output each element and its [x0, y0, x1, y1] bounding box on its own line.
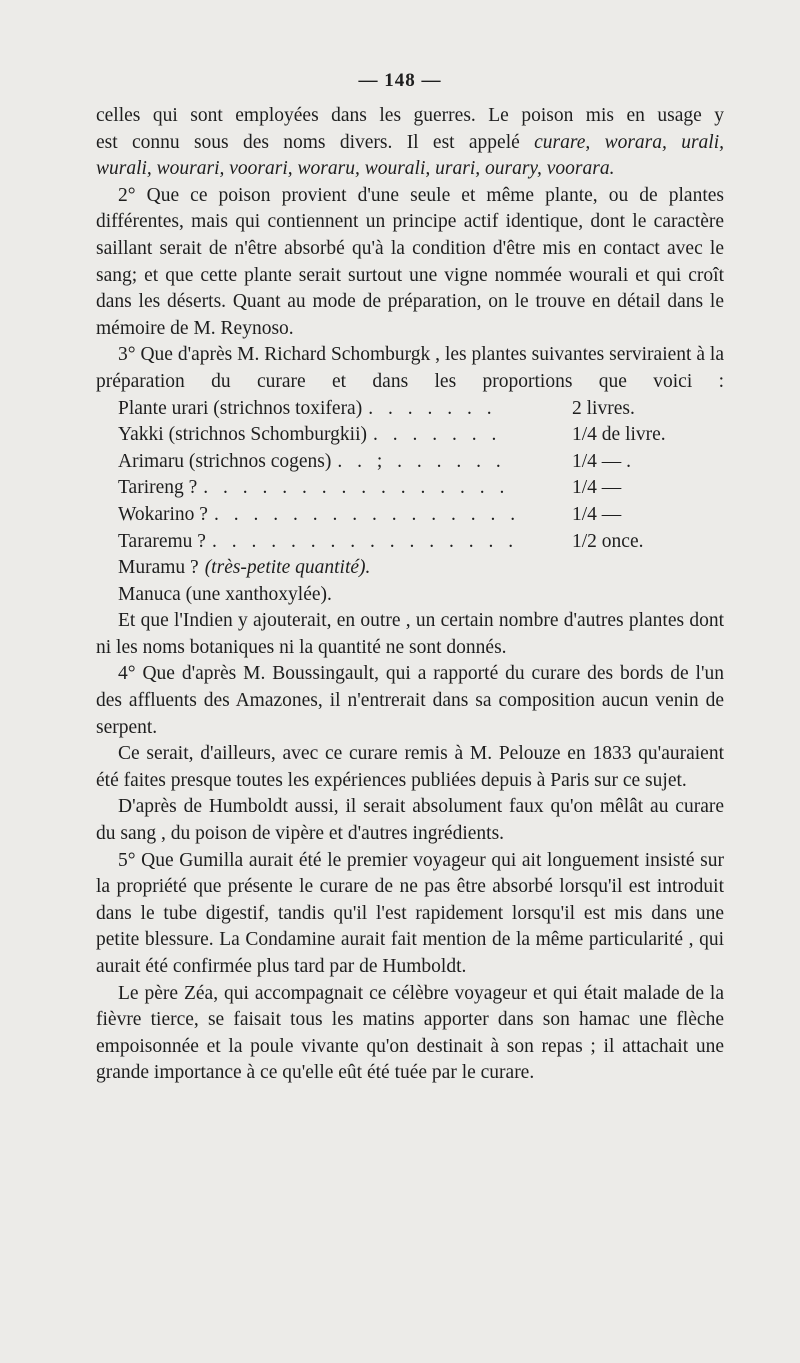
recipe-row — [118, 582, 724, 609]
paragraph-7: D'après de Humboldt aussi, il serait absolument faux qu'on mêlât au curare du sang , du poison de vipère et d'autres ingrédients. — [96, 796, 724, 845]
recipe-row — [118, 475, 724, 502]
paragraph-5: 4° Que d'après M. Boussingault, qui a rapporté du curare des bords de l'un des affluents des Amazones, il n'entrerait dans sa composition aucun venin de serpent. — [96, 663, 724, 738]
recipe-leader: . . ; . . . . . . — [337, 450, 506, 472]
recipe-leader: . . . . . . . . . . . . . . . . — [213, 503, 521, 525]
recipe-ingredient: Manuca (une xanthoxylée). — [118, 583, 332, 605]
paragraph-6: Ce serait, d'ailleurs, avec ce curare remis à M. Pelouze en 1833 qu'auraient été faites presque toutes les expériences publiées depuis à Paris sur ce sujet. — [96, 743, 724, 791]
paragraph-3: 3° Que d'après M. Richard Schomburgk , les plantes suivantes serviraient à la préparation du curare et dans les proportions que voici : — [96, 344, 724, 392]
recipe-list — [96, 396, 724, 609]
recipe-ingredient: Muramu ? — [118, 557, 199, 579]
recipe-leader: . . . . . . . — [368, 397, 497, 419]
paragraph-9: Le père Zéa, qui accompagnait ce célèbre voyageur et qui était malade de la fièvre tierce, se faisait tous les matins apporter dans son hamac une flèche empoisonnée et la poule vivante qu'on destinait à son repas ; il attachait une grande importance à ce qu'elle eût été tuée par le curare. — [96, 982, 724, 1084]
recipe-note: (très-petite quantité). — [204, 557, 371, 579]
intro-text: est connu sous des noms divers. Il est appelé — [96, 131, 535, 153]
recipe-leader: . . . . . . . . . . . . . . . . — [203, 477, 510, 499]
paragraph-intro-line-2 — [96, 130, 724, 157]
recipe-leader: . . . . . . . — [373, 424, 502, 446]
recipe-quantity: 2 livres. — [572, 397, 635, 419]
recipe-ingredient: Arimaru (strichnos cogens) — [118, 450, 332, 472]
recipe-ingredient: Tarireng ? — [118, 477, 198, 499]
recipe-ingredient: Tararemu ? — [118, 530, 206, 552]
recipe-quantity: 1/4 — — [572, 477, 622, 499]
recipe-leader: . . . . . . . . . . . . . . . . — [211, 530, 519, 552]
recipe-quantity: 1/2 once. — [572, 530, 644, 552]
recipe-quantity: 1/4 — . — [572, 450, 632, 472]
paragraph-4: Et que l'Indien y ajouterait, en outre , un certain nombre d'autres plantes dont ni les noms botaniques ni la quantité ne sont donnés. — [96, 610, 724, 658]
recipe-ingredient: Plante urari (strichnos toxifera) — [118, 397, 363, 419]
poison-names-1: curare, worara, urali, — [534, 131, 724, 153]
recipe-row — [118, 529, 724, 556]
paragraph-2: 2° Que ce poison provient d'une seule et même plante, ou de plantes différentes, mais qui contiennent un principe actif identique, dont le caractère saillant serait de n'être absorbé qu'à la condition d'être mis en contact avec le sang; et que cette plante serait surtout une vigne nommée wourali et qui croît dans les déserts. Quant au mode de préparation, on le trouve en détail dans le mémoire de M. Reynoso. — [96, 184, 724, 339]
recipe-ingredient: Wokarino ? — [118, 503, 208, 525]
page-number: — 148 — — [358, 70, 442, 91]
recipe-quantity: 1/4 de livre. — [572, 424, 666, 446]
paragraph-intro-line-1: celles qui sont employées dans les guerres. Le poison mis en usage y — [96, 105, 724, 126]
recipe-row — [118, 396, 724, 423]
recipe-row — [118, 449, 724, 476]
paragraph-8: 5° Que Gumilla aurait été le premier voyageur qui ait longuement insisté sur la propriété que présente le curare de ne pas être absorbé lorsqu'il est introduit dans le tube digestif, tandis qu'il l'est rapidement lorsqu'il est mis dans une petite blessure. La Condamine aurait fait mention de la même particularité , qui aurait été confirmée plus tard par de Humboldt. — [96, 849, 724, 977]
recipe-ingredient: Yakki (strichnos Schomburgkii) — [118, 424, 367, 446]
recipe-row — [118, 422, 724, 449]
recipe-quantity: 1/4 — — [572, 503, 622, 525]
recipe-row — [118, 555, 724, 582]
recipe-row — [118, 502, 724, 529]
poison-names-2: wurali, wourari, voorari, woraru, wourali, urari, ourary, voorara. — [96, 158, 615, 180]
page-body — [96, 103, 724, 1087]
